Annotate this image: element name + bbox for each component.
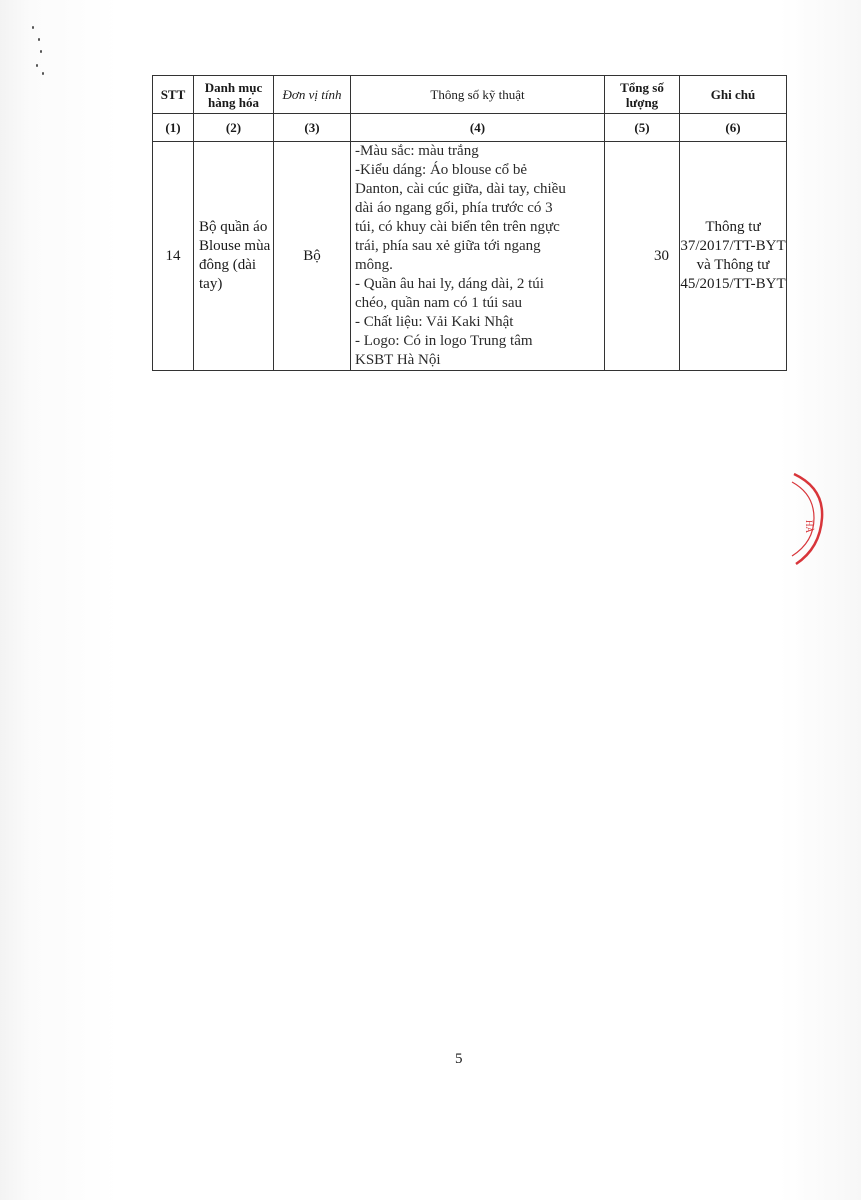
spec-line: - Quần âu hai ly, dáng dài, 2 túi [355,276,544,292]
spec-table [152,75,787,371]
spec-line: -Màu sắc: màu trắng [355,143,479,159]
header-note: Ghi chú [680,76,787,114]
seal-outer-arc [794,474,822,564]
header-spec: Thông số kỹ thuật [351,76,605,114]
column-number: (5) [605,114,680,142]
spec-line: -Kiểu dáng: Áo blouse cổ bẻ [355,162,528,178]
spec-line: - Chất liệu: Vải Kaki Nhật [355,314,514,330]
page-number: 5 [455,1051,463,1067]
column-number: (1) [153,114,194,142]
column-number: (4) [351,114,605,142]
spec-line: mông. [355,257,393,273]
spec-line: KSBT Hà Nội [355,352,441,368]
column-number: (3) [274,114,351,142]
header-quantity: Tổng số lượng [605,76,680,114]
row-quantity: 30 [605,142,680,371]
spec-line: - Logo: Có in logo Trung tâm [355,333,533,349]
seal-inner-arc [792,482,814,556]
row-note: Thông tư 37/2017/TT-BYT và Thông tư 45/2015/TT-BYT [680,142,787,371]
row-unit: Bộ [274,142,351,371]
binder-marks [30,20,50,90]
header-item-name: Danh mục hàng hóa [194,76,274,114]
row-stt: 14 [153,142,194,371]
table-row [153,142,787,371]
spec-line: túi, có khuy cài biển tên trên ngực [355,219,560,235]
header-row [153,76,787,114]
seal-text: HÀ [804,520,814,533]
spec-line: Danton, cài cúc giữa, dài tay, chiều [355,181,566,197]
row-spec [351,142,605,371]
column-number: (6) [680,114,787,142]
spec-line: dài áo ngang gối, phía trước có 3 [355,200,553,216]
column-number: (2) [194,114,274,142]
red-seal-stamp [790,468,832,568]
column-number-row [153,114,787,142]
spec-line: trái, phía sau xẻ giữa tới ngang [355,238,541,254]
row-item-name: Bộ quần áo Blouse mùa đông (dài tay) [194,142,274,371]
header-stt: STT [153,76,194,114]
header-unit: Đơn vị tính [274,76,351,114]
spec-line: chéo, quần nam có 1 túi sau [355,295,523,311]
